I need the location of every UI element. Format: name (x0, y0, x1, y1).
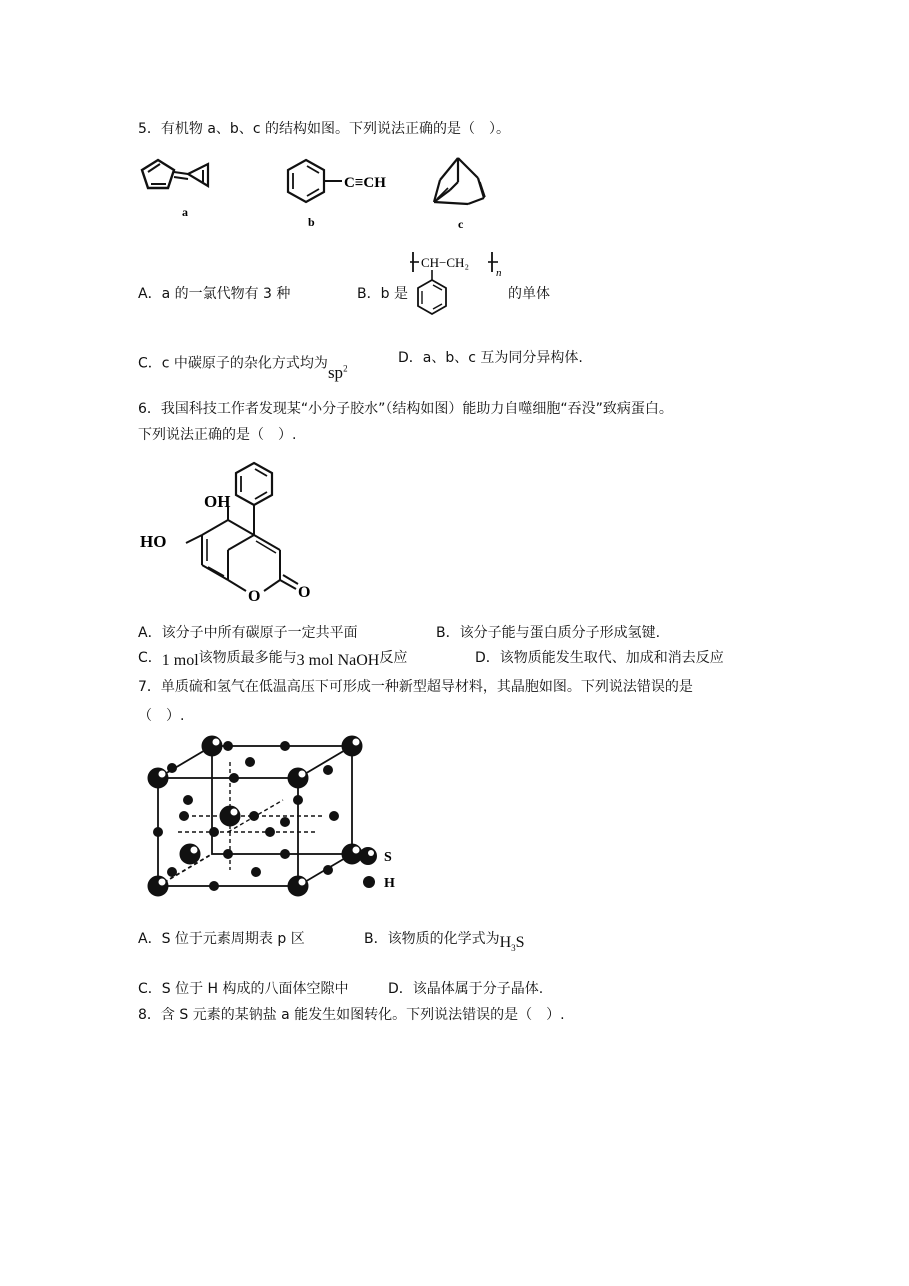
q5-structure-b (280, 152, 410, 232)
q5-structure-c (428, 152, 498, 234)
q7-legend-h-marker (363, 876, 375, 888)
q7-stem-line1: 7．单质硫和氢气在低温高压下可形成一种新型超导材料，其晶胞如图。下列说法错误的是 (138, 679, 693, 695)
q5-alkyne-label: C≡CH (344, 175, 386, 191)
q8-stem: 8．含 S 元素的某钠盐 a 能发生如图转化。下列说法错误的是（ ）. (138, 1007, 565, 1023)
q7-stem-line2: （ ）. (138, 708, 185, 724)
q5-option-c-text: C．c 中碳原子的杂化方式均为 (138, 355, 328, 372)
q5-option-c (138, 349, 348, 382)
q6-option-b: B．该分子能与蛋白质分子形成氢键. (436, 625, 661, 641)
q5-option-c-sp: $sp^2$ (327, 362, 348, 382)
q6-option-d: D．该物质能发生取代、加成和消去反应 (475, 650, 724, 666)
q6-stem-line2: 下列说法正确的是（ ）. (138, 427, 297, 443)
q6-option-c-amount: 1 mol (161, 652, 199, 669)
q6-ho-label: HO (140, 532, 167, 551)
q6-option-a: A．该分子中所有碳原子一定共平面 (138, 625, 358, 641)
q5-option-b-pre: B．b 是 (357, 286, 408, 302)
q7-crystal-cell (138, 732, 428, 908)
q7-option-a: A．S 位于元素周期表 p 区 (138, 931, 305, 947)
q5-polymer-chain: CH−CH₂ (421, 255, 469, 270)
q7-option-d: D．该晶体属于分子晶体. (388, 981, 544, 997)
q5-option-d: D．a、b、c 互为同分异构体. (398, 350, 583, 366)
q5-structure-a (136, 152, 246, 222)
q6-option-c: C．1 mol该物质最多能与3 mol NaOH反应 (138, 650, 408, 669)
q6-oh-label: OH (204, 492, 231, 511)
q6-ring-oxygen-label: O (248, 588, 261, 605)
q7-option-b-formula: $H_3S$ (499, 934, 525, 954)
q5-label-a: a (182, 205, 188, 219)
q7-legend-s-marker (359, 847, 377, 865)
q6-option-c-naoh: 3 mol NaOH (296, 652, 380, 669)
q5-option-a: A．a 的一氯代物有 3 种 (138, 286, 291, 302)
q7-option-c: C．S 位于 H 构成的八面体空隙中 (138, 981, 349, 997)
q6-carbonyl-oxygen-label: O (298, 584, 311, 601)
q5-polymer-n: n (496, 267, 502, 279)
q7-legend-h-label: H (384, 876, 395, 891)
q5-stem: 5．有机物 a、b、c 的结构如图。下列说法正确的是（ ）。 (138, 121, 510, 137)
q5-polymer-structure (408, 246, 508, 324)
q5-label-b: b (308, 215, 315, 229)
q6-molecule-structure (138, 455, 328, 605)
q5-label-c: c (458, 217, 464, 231)
q5-option-b-post: 的单体 (508, 286, 550, 302)
q7-option-b: B．该物质的化学式为$H_3S$ (364, 931, 525, 954)
q7-legend-s-label: S (384, 850, 392, 865)
q6-stem-line1: 6．我国科技工作者发现某“小分子胶水”（结构如图）能助力自噬细胞“吞没”致病蛋白。 (138, 401, 673, 417)
